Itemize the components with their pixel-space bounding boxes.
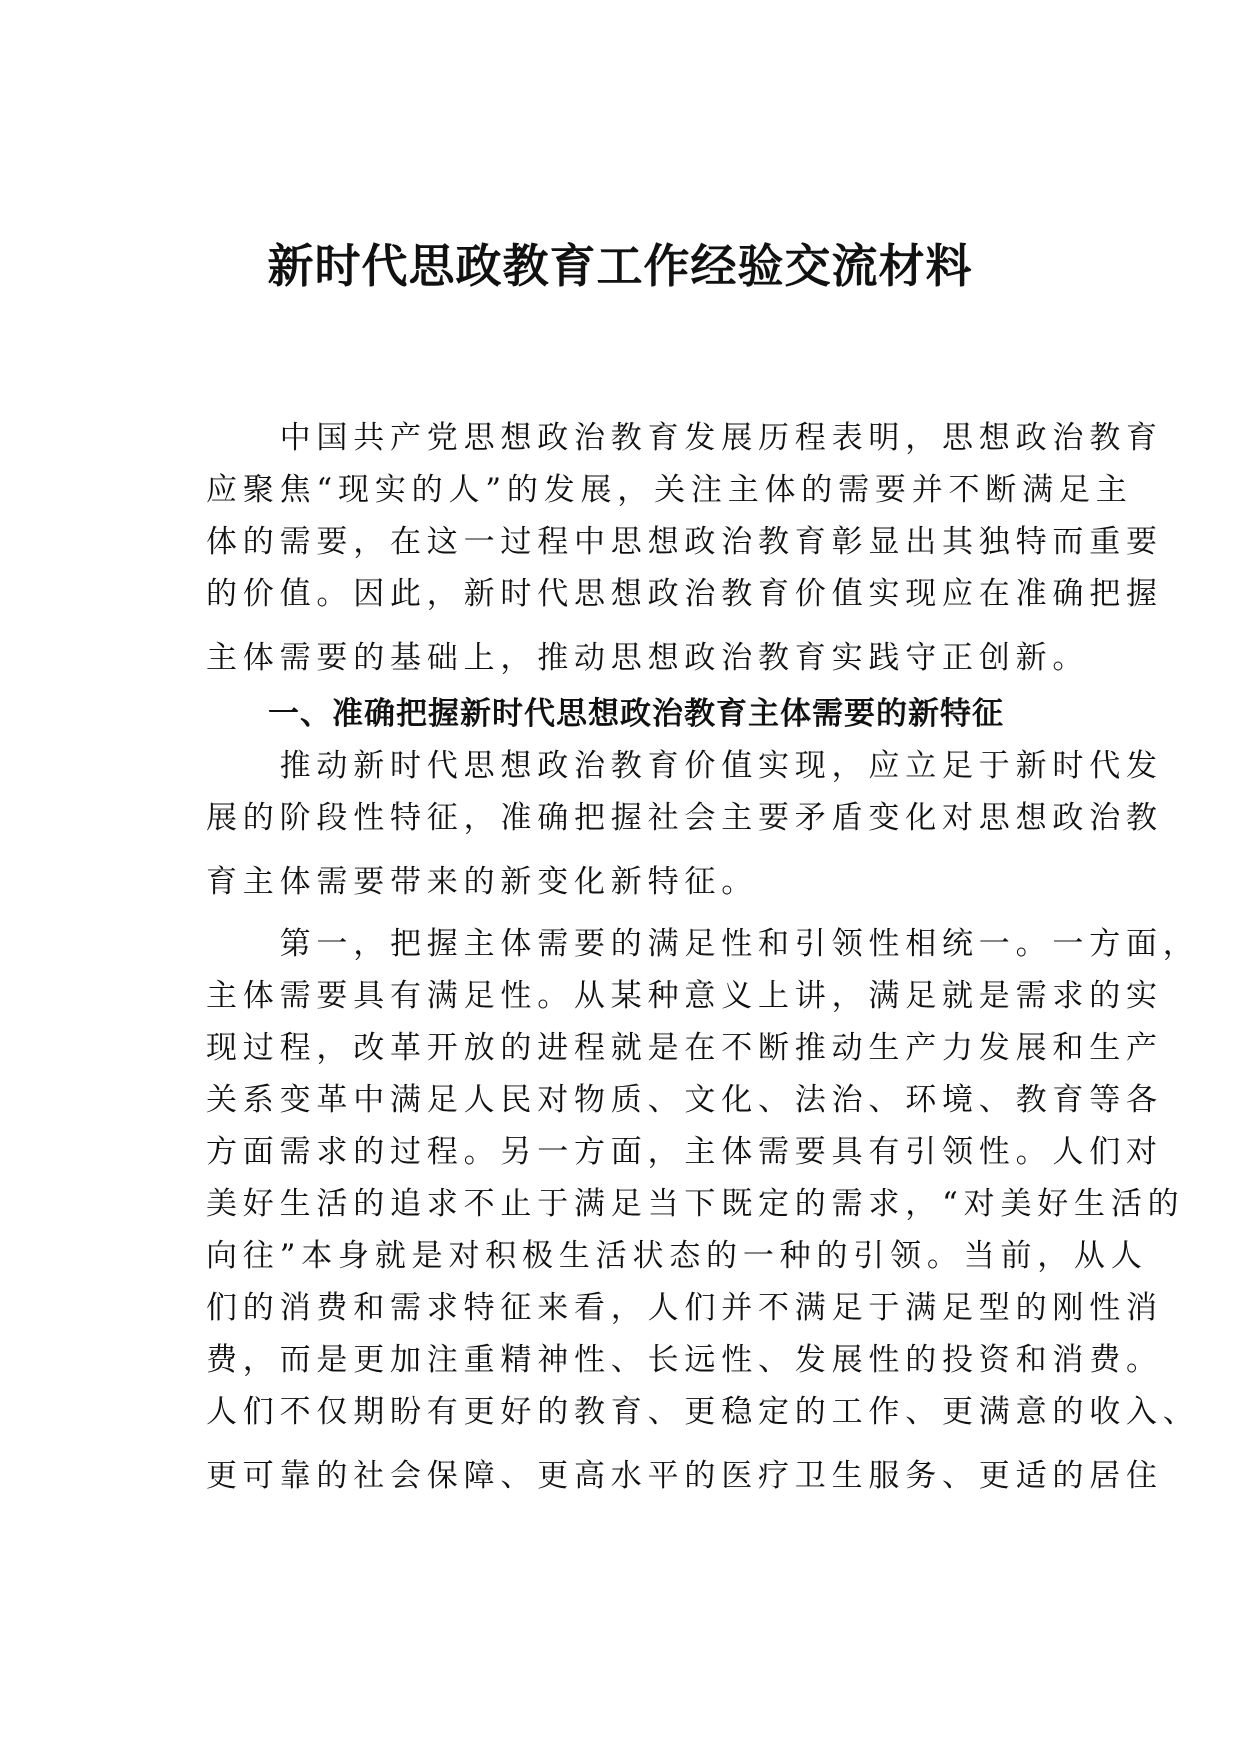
text-line: 的价值。因此，新时代思想政治教育价值实现应在准确把握 (206, 576, 1163, 612)
text-line: 中国共产党思想政治教育发展历程表明，思想政治教育 (206, 420, 1163, 456)
text-line: 育主体需要带来的新变化新特征。 (206, 864, 758, 900)
text-line: 展的阶段性特征，准确把握社会主要矛盾变化对思想政治教 (206, 800, 1163, 836)
text-line: 主体需要具有满足性。从某种意义上讲，满足就是需求的实 (206, 978, 1163, 1014)
text-line: 向往”本身就是对积极生活状态的一种的引领。当前，从人 (206, 1238, 1148, 1274)
text-line: 更可靠的社会保障、更高水平的医疗卫生服务、更适的居住 (206, 1458, 1163, 1494)
text-line: 应聚焦“现实的人”的发展，关注主体的需要并不断满足主 (206, 472, 1133, 508)
text-line: 现过程，改革开放的进程就是在不断推动生产力发展和生产 (206, 1030, 1163, 1066)
text-line: 关系变革中满足人民对物质、文化、法治、环境、教育等各 (206, 1082, 1163, 1118)
paragraph (206, 918, 1200, 1502)
text-line: 推动新时代思想政治教育价值实现，应立足于新时代发 (206, 748, 1163, 784)
section-heading: 一、准确把握新时代思想政治教育主体需要的新特征 (268, 696, 1004, 732)
text-line: 方面需求的过程。另一方面，主体需要具有引领性。人们对 (206, 1134, 1163, 1170)
text-line: 们的消费和需求特征来看，人们并不满足于满足型的刚性消 (206, 1290, 1163, 1326)
text-line: 体的需要，在这一过程中思想政治教育彰显出其独特而重要 (206, 524, 1163, 560)
text-line: 主体需要的基础上，推动思想政治教育实践守正创新。 (206, 640, 1090, 676)
text-line: 费，而是更加注重精神性、长远性、发展性的投资和消费。 (206, 1342, 1163, 1378)
text-line: 美好生活的追求不止于满足当下既定的需求，“对美好生活的 (206, 1186, 1185, 1222)
document-title: 新时代思政教育工作经验交流材料 (267, 239, 973, 293)
text-line: 人们不仅期盼有更好的教育、更稳定的工作、更满意的收入、 (206, 1394, 1200, 1430)
intro-paragraph (206, 412, 1163, 684)
text-line: 第一，把握主体需要的满足性和引领性相统一。一方面， (206, 926, 1200, 962)
paragraph (206, 740, 1163, 908)
